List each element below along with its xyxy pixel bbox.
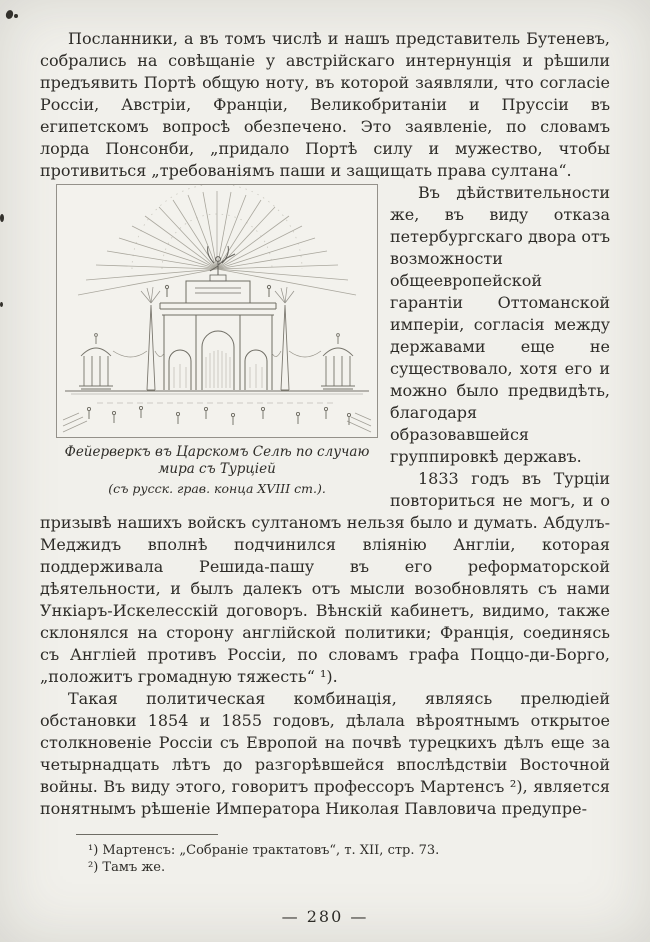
- ground-lines: [65, 391, 369, 403]
- paragraph-1833: 1833 годъ въ Турціи повториться не могъ, и о призывѣ нашихъ войскъ султаномъ нельзя было и думать. Абдулъ-Меджидъ вполнѣ подчинился вліянію Англіи, которая поддерживала Решида-пашу въ его реформаторской дѣятельности, и былъ далекъ отъ мысли возобновлять съ нами Ункіаръ-Искелесскій договоръ. Вѣнскій кабинетъ, видимо, также склонялся на сторону англійской политики; Франція, соединясь съ Англіей противъ Россіи, по словамъ графа Поццо-ди-Борго, „положитъ громадную тяжесть“ ¹).: [40, 469, 610, 686]
- footnote-1: ¹) Мартенсъ: „Собраніе трактатовъ“, т. XII, стр. 73.: [88, 843, 440, 858]
- foreground-hatching: [63, 413, 371, 432]
- figure-caption: [56, 444, 378, 497]
- paragraph-reality: Въ дѣйствительности же, въ виду отказа петербургскаго двора отъ возможности общеевропейской гарантіи Оттоманской имперіи, согласія между державами еще не существовало, хотя его и можно было предвидѣть, благодаря образовавшейся группировкѣ державъ.: [390, 183, 610, 466]
- fireworks-rays: [78, 191, 356, 295]
- engraving-figure: [56, 184, 378, 497]
- side-pavilions: [79, 334, 355, 389]
- garlands: [113, 351, 321, 357]
- paragraph-envoys: Посланники, а въ томъ числѣ и нашъ представитель Бутеневъ, собрались на совѣщаніе у австрійскаго интернунція и рѣшили предъявить Портѣ общую ноту, въ которой заявляли, что согласіе Россіи, Австріи, Франціи, Великобританіи и Пруссіи въ египетскомъ вопросѣ обезпечено. Это заявленіе, по словамъ лорда Понсонби, „придало Портѣ силу и мужество, чтобы противиться „требованіямъ паши и защищать права султана“.: [40, 29, 610, 180]
- arch-hatching: [174, 350, 262, 388]
- footnote-2: ²) Тамъ же.: [88, 860, 166, 875]
- engraving-image: [56, 184, 378, 438]
- footnotes: [40, 842, 610, 876]
- caption-source: (съ русск. грав. конца XVIII ст.).: [108, 481, 326, 496]
- page-number: — 280 —: [281, 907, 369, 926]
- spectator-figures: [87, 406, 350, 425]
- paragraph-combination: Такая политическая комбинація, являясь прелюдіей обстановки 1854 и 1855 годовъ, дѣлала вѣроятнымъ открытое столкновеніе Россіи съ Европой на почвѣ турецкихъ дѣлъ еще за четырнадцать лѣтъ до разгорѣвшейся впослѣдствіи Восточной войны. Въ виду этого, говоритъ профессоръ Мартенсъ ²), является понятнымъ рѣшеніе Императора Николая Павловича предупре-: [40, 689, 610, 818]
- caption-title: Фейерверкъ въ Царскомъ Селѣ по случаю мира съ Турціей: [64, 444, 370, 477]
- fireworks-engraving-illustration: [57, 185, 377, 437]
- footnote-separator: [76, 834, 218, 835]
